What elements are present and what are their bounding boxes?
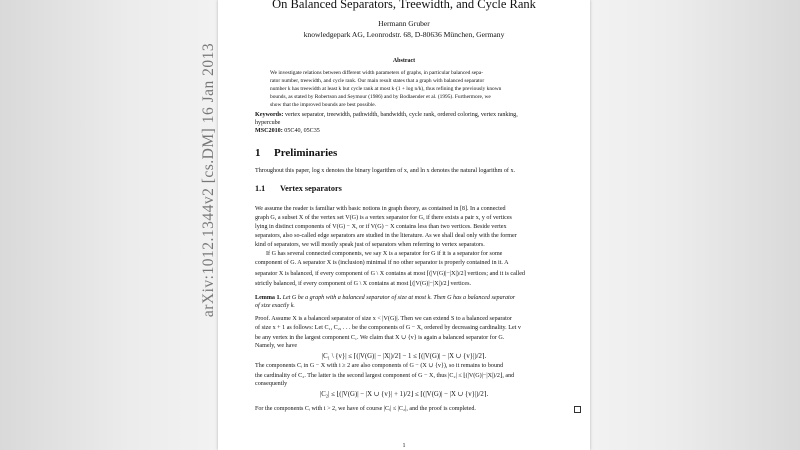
proof-line: Namely, we have (255, 343, 298, 349)
body-line: We assume the reader is familiar with basic notions in graph theory, as contained in [8]. In a connected (255, 206, 506, 212)
post-line: The components Cᵢ in G − X with i ≥ 2 are also components of G − (X ∪ {v}), so it remains to bound (255, 363, 504, 369)
keywords-line-2: hypercube (255, 120, 281, 126)
subsection-title: Vertex separators (280, 184, 342, 193)
post-line: consequently (255, 381, 288, 387)
abstract-heading: Abstract (392, 58, 416, 64)
msc-value: 05C40, 05C35 (282, 128, 320, 134)
author-affiliation: knowledgepark AG, Leonrodstr. 68, D-80636 München, Germany (303, 30, 505, 39)
subsection-number: 1.1 (255, 184, 266, 193)
body-line: component of G. A separator X is (inclusion) minimal if no other separator is properly contained in it. A (255, 260, 509, 266)
lemma-statement: Let G be a graph with a balanced separator of size at most k. Then G has a balanced separator (281, 295, 516, 301)
section-number: 1 (255, 147, 261, 159)
body-line: If G has several connected components, we say X is a separator for G if it is a separator for some (266, 251, 503, 257)
msc-line (255, 128, 320, 134)
qed-box (574, 406, 581, 413)
body-line: graph G, a subset X of the vertex set V(G) is a vertex separator for G, if there exists a pair x, y of vertices (255, 215, 512, 221)
abstract-line: rator number, treewidth, and cycle rank. Our main result states that a graph with balanced separator (270, 78, 485, 84)
abstract-line: bounds, as stated by Robertson and Seymour (1986) and by Bodlaender et al. (1995). Furthermore, we (270, 94, 491, 100)
body-line: separator X is balanced, if every component of G \ X contains at most ⌈(|V(G)|−|X|)/2⌉ vertices; and it is called (255, 271, 525, 277)
page-number: 1 (402, 443, 406, 449)
arxiv-identifier: arXiv:1012.1344v2 [cs.DM] 16 Jan 2013 (200, 42, 217, 318)
body-line: kind of separators, we will mostly speak just of separators when referring to vertex separators. (255, 242, 485, 248)
body-line: strictly balanced, if every component of G \ X contains at most ⌊(|V(G)|−|X|)/2⌋ vertices. (255, 281, 471, 287)
body-line: separators, also so-called edge separators are studied in the literature. As we shall deal only with the former (255, 233, 517, 239)
proof-line: Proof. Assume X is a balanced separator of size x < |V(G)|. Then we can extend S to a balanced separator (255, 316, 512, 322)
intro-line: Throughout this paper, log x denotes the binary logarithm of x, and ln x denotes the natural logarithm of x. (255, 168, 516, 174)
abstract-line: number k has treewidth at least k but cycle rank at most k·(1 + log n/k), thus refining the previously known (270, 86, 502, 92)
post-line: the cardinality of C₂. The latter is the second largest component of G − X, thus |C₂| ≤ ⌊(|V(G)|−|X|)/2⌋, and (255, 373, 515, 379)
abstract-line: We investigate relations between different width parameters of graphs, in particular balanced sepa- (270, 70, 484, 76)
paper-title: On Balanced Separators, Treewidth, and Cycle Rank (272, 0, 536, 11)
section-heading (255, 147, 337, 159)
author-name: Hermann Gruber (378, 19, 430, 28)
lemma-line-2 (255, 303, 295, 309)
section-title: Preliminaries (274, 147, 338, 159)
lemma-line (255, 295, 515, 301)
equation-1: |C₁ \ {v}| ≤ ⌈(|V(G)| − |X|)/2⌉ − 1 ≤ ⌈(|V(G)| − |X ∪ {v}|)/2⌉. (321, 353, 487, 360)
proof-line: be any vertex in the largest component C₁. We claim that X ∪ {v} is again a balanced separator for G. (255, 335, 505, 341)
viewer-background-left (0, 0, 218, 450)
keywords-line (255, 112, 518, 118)
keywords-label: Keywords: (255, 112, 284, 118)
body-line: lying in distinct components of V(G) − X, or if V(G) − X contains less than two vertices. Beside vertex (255, 224, 507, 230)
msc-label: MSC2010: (255, 128, 283, 134)
paper-page (218, 0, 590, 450)
equation-2: |C₂| ≤ ⌊(|V(G)| − |X ∪ {v}| + 1)/2⌋ ≤ ⌈(|V(G)| − |X ∪ {v}|)/2⌉. (319, 391, 489, 398)
final-line: For the components Cᵢ with i > 2, we have of course |Cᵢ| ≤ |C₂|, and the proof is completed. (255, 406, 476, 412)
viewer-background-right (590, 0, 800, 450)
lemma-label: Lemma 1. (255, 295, 282, 301)
abstract-line: show that the improved bounds are best possible. (270, 102, 376, 108)
keywords-text: vertex separator, treewidth, pathwidth, bandwidth, cycle rank, ordered coloring, vertex ranking, (283, 112, 518, 118)
proof-line: of size x + 1 as follows: Let C₁, C₂, . . . be the components of G − X, ordered by decreasing cardinality. Let v (255, 325, 521, 331)
lemma-statement-2: of size exactly k. (255, 303, 295, 309)
subsection-heading (255, 184, 342, 193)
